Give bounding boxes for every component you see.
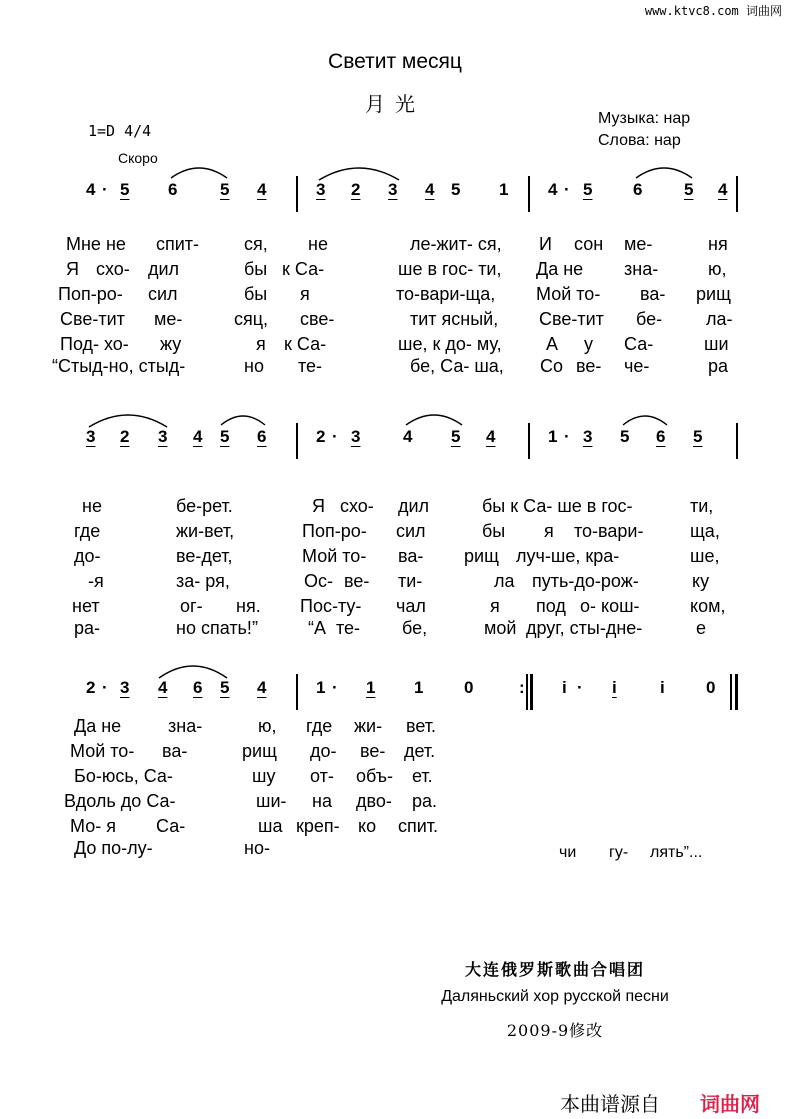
slur — [156, 656, 230, 680]
lyric: ти, — [690, 496, 714, 516]
lyric: жу — [160, 334, 182, 354]
note: 4 — [193, 427, 203, 446]
lyric: До по-лу- — [74, 838, 153, 858]
lyric: Вдоль до Са- — [64, 791, 176, 811]
lyric: к Са- — [282, 259, 325, 279]
lyric: бе-рет. — [176, 496, 233, 516]
lyric: жи- — [354, 716, 383, 736]
slur — [86, 405, 170, 429]
lyric: ша — [258, 816, 283, 836]
lyric: не — [308, 234, 328, 254]
note: 3 — [583, 427, 593, 446]
music-row-1 — [0, 176, 790, 216]
note-high: i — [612, 678, 617, 697]
lyric: я — [256, 334, 266, 354]
song-title: Светит месяц — [328, 50, 462, 73]
lyric: ше, к до- му, — [398, 334, 502, 354]
lyric: ши- — [256, 791, 287, 811]
lyric: схо- — [96, 259, 130, 279]
lyric: Я — [66, 259, 79, 279]
lyric: бы к Са- ше в гос- — [482, 496, 633, 516]
lyric: -я — [88, 571, 104, 591]
lyric: лять”... — [650, 844, 703, 861]
tempo-marking: Скоро — [118, 150, 158, 166]
note: 4 — [403, 427, 413, 446]
lyric: Поп-ро- — [302, 521, 367, 541]
lyric: бе, Са- ша, — [410, 356, 504, 376]
lyric: ща, — [690, 521, 720, 541]
lyric: Мой то- — [536, 284, 601, 304]
lyric: ве-дет, — [176, 546, 233, 566]
slur — [218, 405, 268, 427]
repeat-dots: : — [519, 678, 525, 697]
lyric: Све-тит — [539, 309, 604, 329]
lyric: креп- — [296, 816, 340, 836]
lyric: ог- — [180, 596, 203, 616]
note: 3 — [316, 180, 326, 199]
rest: 0 — [706, 678, 716, 697]
lyric: за- ря, — [176, 571, 230, 591]
lyric: бы — [244, 259, 268, 279]
lyric: Под- — [60, 334, 100, 354]
lyric: ше, — [690, 546, 720, 566]
slur — [316, 158, 402, 182]
lyric: Со — [540, 356, 564, 376]
lyric: но — [244, 356, 264, 376]
lyric: друг, сты-дне- — [526, 618, 643, 638]
lyric: тит ясный, — [410, 309, 499, 329]
barline — [730, 674, 732, 710]
note: 6 — [168, 180, 178, 199]
slur — [620, 405, 670, 427]
barline — [296, 674, 298, 710]
lyric: Я — [312, 496, 325, 516]
lyric: луч-ше, кра- — [516, 546, 620, 566]
rest: 0 — [464, 678, 474, 697]
lyric: Мой то- — [70, 741, 135, 761]
lyric: ве- — [344, 571, 370, 591]
key-signature: 1=D 4/4 — [88, 122, 152, 140]
note: 2 — [86, 678, 96, 697]
slur — [633, 158, 695, 180]
lyric: те- — [336, 618, 361, 638]
lyric: у — [584, 334, 593, 354]
lyric: Да не — [536, 259, 584, 279]
lyric: ла- — [706, 309, 733, 329]
note: 5 — [451, 180, 461, 199]
lyric: до- — [74, 546, 101, 566]
lyric: к Са- — [284, 334, 327, 354]
note: 4 — [86, 180, 96, 199]
lyric: до- — [310, 741, 337, 761]
lyric: ко — [358, 816, 377, 836]
lyric: я — [300, 284, 310, 304]
lyric: рищ — [696, 284, 731, 304]
lyric: Да не — [74, 716, 122, 736]
lyric: чи — [559, 844, 577, 861]
lyric: зна- — [624, 259, 659, 279]
lyric: ши — [704, 334, 729, 354]
lyric: ме- — [624, 234, 653, 254]
lyric: зна- — [168, 716, 203, 736]
dot: · — [102, 180, 108, 199]
lyric: дил — [398, 496, 430, 516]
note: 1 — [316, 678, 326, 697]
lyric: от- — [310, 766, 334, 786]
slur — [168, 158, 230, 180]
lyric: ня — [708, 234, 728, 254]
lyric: ра- — [74, 618, 101, 638]
source-label: 本曲谱源自 — [560, 1094, 660, 1116]
note: 4 — [548, 180, 558, 199]
lyric: бы — [244, 284, 268, 304]
dot: · — [577, 678, 583, 697]
lyric: Мо- я — [70, 816, 116, 836]
note: 6 — [656, 427, 666, 446]
lyric: рищ — [242, 741, 277, 761]
lyric: дво- — [356, 791, 392, 811]
lyric: ся, — [244, 234, 268, 254]
note: 2 — [120, 427, 130, 446]
lyric: жи-вет, — [176, 521, 235, 541]
note: 3 — [120, 678, 130, 697]
note: 5 — [583, 180, 593, 199]
lyric: ле-жит- ся, — [410, 234, 502, 254]
lyric: под — [536, 596, 566, 616]
music-row-3 — [0, 674, 790, 714]
lyric: путь-до-рож- — [532, 571, 639, 591]
lyric: нет — [72, 596, 100, 616]
lyric: ва- — [398, 546, 424, 566]
lyric: сяц, — [234, 309, 269, 329]
lyric: че- — [624, 356, 650, 376]
lyric: ет. — [412, 766, 433, 786]
barline — [526, 674, 528, 710]
dot: · — [564, 180, 570, 199]
note: 4 — [486, 427, 496, 446]
lyric: мой — [484, 618, 517, 638]
lyric: хо- — [104, 334, 129, 354]
lyric: сил — [396, 521, 426, 541]
choir-name-ru: Даляньский хор русской песни — [441, 988, 669, 1005]
lyric: е — [696, 618, 707, 638]
lyric: но- — [244, 838, 270, 858]
lyric: то-вари-ща, — [396, 284, 496, 304]
note: 3 — [158, 427, 168, 446]
note: 5 — [451, 427, 461, 446]
note: 5 — [620, 427, 630, 446]
lyric: бе, — [402, 618, 428, 638]
lyric: спит- — [156, 234, 200, 254]
lyric: дил — [148, 259, 180, 279]
lyric: гу- — [609, 844, 629, 861]
dot: · — [102, 678, 108, 697]
note: 3 — [351, 427, 361, 446]
lyric: шу — [252, 766, 276, 786]
lyric: ти- — [398, 571, 423, 591]
lyric: я — [544, 521, 554, 541]
note: 5 — [693, 427, 703, 446]
lyric: ла — [494, 571, 515, 591]
barline — [528, 176, 530, 212]
lyric: где — [306, 716, 333, 736]
lyric: на — [312, 791, 332, 811]
lyric: ра. — [412, 791, 438, 811]
lyric: Све-тит — [60, 309, 125, 329]
dot: · — [332, 678, 338, 697]
lyric: ком, — [690, 596, 726, 616]
note: 4 — [425, 180, 435, 199]
lyric: Мне не — [66, 234, 126, 254]
slur — [403, 405, 465, 427]
words-credit: Слова: нар — [598, 132, 681, 149]
barline — [296, 176, 298, 212]
lyric: рищ — [464, 546, 499, 566]
lyric: ме- — [154, 309, 183, 329]
lyric: ю, — [258, 716, 277, 736]
note: 5 — [220, 180, 230, 199]
note-high: i — [562, 678, 567, 697]
note: 1 — [499, 180, 509, 199]
lyric: све- — [300, 309, 335, 329]
lyric: сон — [574, 234, 604, 254]
revision-date: 2009-9修改 — [506, 1021, 604, 1040]
lyric: но спать!” — [176, 618, 258, 638]
note: 5 — [684, 180, 694, 199]
lyric: ю, — [708, 259, 727, 279]
lyric: ку — [692, 571, 710, 591]
note: 1 — [414, 678, 424, 697]
lyric: то-вари- — [574, 521, 644, 541]
lyric: Са- — [156, 816, 186, 836]
barline — [736, 176, 738, 212]
note: 6 — [193, 678, 203, 697]
note: 4 — [158, 678, 168, 697]
note: 5 — [220, 678, 230, 697]
lyric: Са- — [624, 334, 654, 354]
note: 1 — [366, 678, 376, 697]
note: 5 — [220, 427, 230, 446]
lyric: дет. — [404, 741, 436, 761]
note: 6 — [633, 180, 643, 199]
lyric: Пос-ту- — [300, 596, 362, 616]
lyric: А — [546, 334, 559, 354]
note: 4 — [257, 180, 267, 199]
dot: · — [332, 427, 338, 446]
note-high: i — [660, 678, 665, 697]
lyric: где — [74, 521, 101, 541]
lyric: схо- — [340, 496, 374, 516]
barline-thick — [530, 674, 533, 710]
site-watermark: www.ktvc8.com 词曲网 — [644, 4, 782, 18]
note: 2 — [316, 427, 326, 446]
lyric: о- кош- — [580, 596, 640, 616]
barline — [296, 423, 298, 459]
lyric: ше в гос- ти, — [398, 259, 502, 279]
lyric: Мой то- — [302, 546, 367, 566]
lyric: те- — [298, 356, 323, 376]
note: 3 — [388, 180, 398, 199]
lyric: сил — [148, 284, 178, 304]
note: 1 — [548, 427, 558, 446]
lyric: чал — [396, 596, 426, 616]
lyric: “Стыд-но, стыд- — [52, 356, 186, 376]
note: 6 — [257, 427, 267, 446]
lyric: Ос- — [304, 571, 333, 591]
lyric: ва- — [640, 284, 666, 304]
music-credit: Музыка: нар — [598, 110, 691, 127]
lyric: ра — [708, 356, 729, 376]
lyric: бы — [482, 521, 506, 541]
note: 5 — [120, 180, 130, 199]
music-row-2 — [0, 423, 790, 463]
song-subtitle: 月光 — [365, 92, 425, 116]
note: 3 — [86, 427, 96, 446]
barline — [528, 423, 530, 459]
source-site-link[interactable]: 词曲网 — [700, 1094, 760, 1116]
barline-thick — [735, 674, 738, 710]
note: 2 — [351, 180, 361, 199]
lyric: “А — [308, 618, 326, 638]
dot: · — [564, 427, 570, 446]
choir-name-cn: 大连俄罗斯歌曲合唱团 — [464, 960, 645, 979]
lyric: Бо-юсь, Са- — [74, 766, 173, 786]
lyric: я — [490, 596, 500, 616]
lyric: спит. — [398, 816, 439, 836]
lyric: ве- — [360, 741, 386, 761]
note: 4 — [718, 180, 728, 199]
lyric: ве- — [576, 356, 602, 376]
lyric: ва- — [162, 741, 188, 761]
lyric: не — [82, 496, 102, 516]
barline — [736, 423, 738, 459]
lyric: бе- — [636, 309, 663, 329]
note: 4 — [257, 678, 267, 697]
lyric: вет. — [406, 716, 437, 736]
lyric: И — [539, 234, 552, 254]
lyric: Поп-ро- — [58, 284, 123, 304]
lyric: ня. — [236, 596, 261, 616]
lyric: объ- — [356, 766, 393, 786]
